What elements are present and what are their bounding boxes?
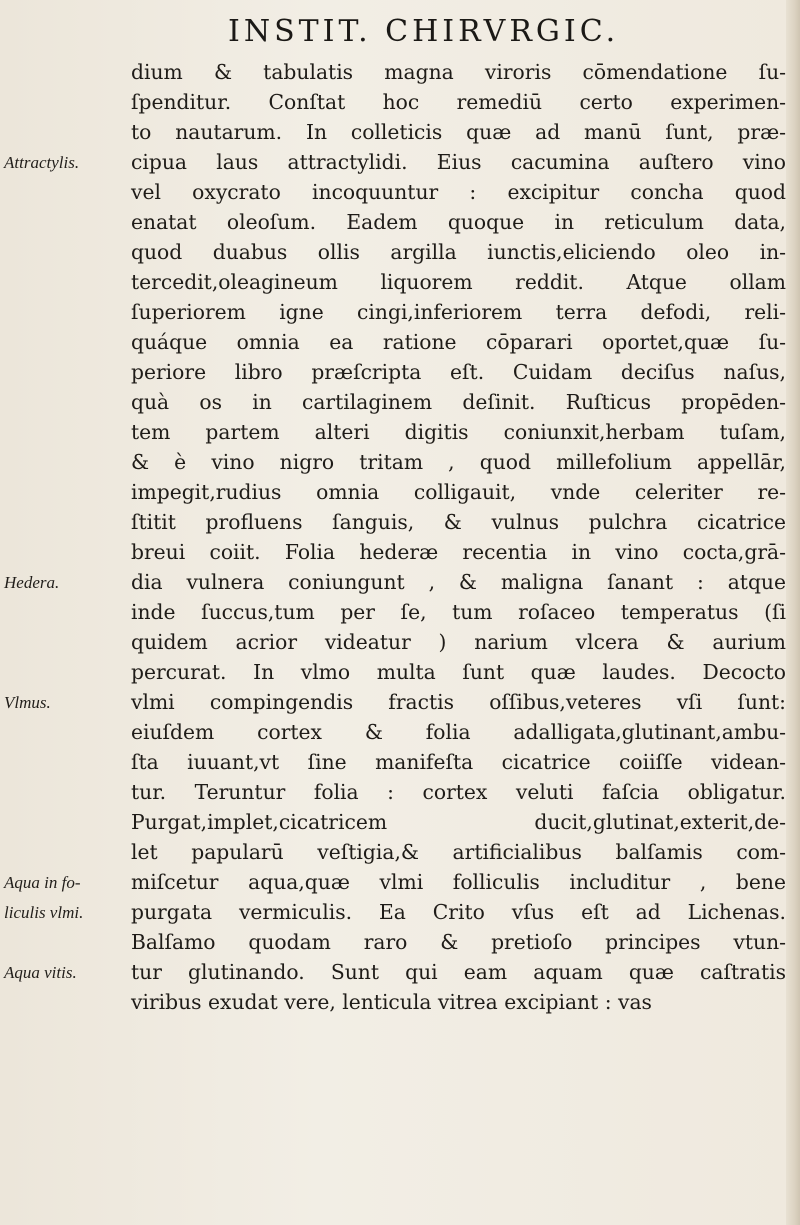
text-line: tur glutinando. Sunt qui eam aquam quæ caſtratis [131, 960, 786, 984]
text-line: enatat oleoſum. Eadem quoque in reticulum data, [131, 210, 786, 234]
text-line: tur. Teruntur folia : cortex veluti faſcia obligatur. [131, 780, 786, 804]
text-line: let papularū veſtigia,& artificialibus balſamis com- [131, 840, 786, 864]
text-line: miſcetur aqua,quæ vlmi folliculis includitur , bene [131, 870, 786, 894]
text-line: dia vulnera coniungunt , & maligna ſanant : atque [131, 570, 786, 594]
text-line: vel oxycrato incoquuntur : excipitur concha quod [131, 180, 786, 204]
text-line: to nautarum. In colleticis quæ ad manū ſunt, præ- [131, 120, 786, 144]
text-line: periore libro præſcripta eſt. Cuidam deciſus naſus, [131, 360, 786, 384]
margin-note: Vlmus. [4, 693, 51, 712]
text-line: inde ſuccus,tum per ſe, tum roſaceo temperatus (ſi [131, 600, 786, 624]
text-line: ſtitit profluens ſanguis, & vulnus pulchra cicatrice [131, 510, 786, 534]
margin-note: Attractylis. [4, 153, 80, 172]
text-line: viribus exudat vere, lenticula vitrea excipiant : vas [131, 990, 652, 1014]
text-line: breui coiit. Folia hederæ recentia in vino cocta,grā- [131, 540, 786, 564]
text-line: percurat. In vlmo multa ſunt quæ laudes. Decocto [131, 660, 786, 684]
running-header: INSTIT. CHIRVRGIC. [228, 14, 620, 49]
text-line: ſuperiorem igne cingi,inferiorem terra defodi, reli- [131, 300, 786, 324]
text-line: Balſamo quodam raro & pretioſo principes vtun- [131, 930, 786, 954]
text-line: quáque omnia ea ratione cōparari oportet,quæ ſu- [131, 330, 786, 354]
margin-note: liculis vlmi. [4, 903, 84, 922]
text-line: impegit,rudius omnia colligauit, vnde celeriter re- [131, 480, 786, 504]
margin-note: Hedera. [4, 573, 60, 592]
text-line: Purgat,implet,cicatricem ducit,glutinat,exterit,de- [131, 810, 786, 834]
text-line: dium & tabulatis magna viroris cōmendatione ſu- [131, 60, 786, 84]
text-line: & è vino nigro tritam , quod millefolium appellār, [131, 450, 786, 474]
text-line: tem partem alteri digitis coniunxit,herbam tuſam, [131, 420, 786, 444]
text-line: quod duabus ollis argilla iunctis,eliciendo oleo in- [131, 240, 786, 264]
text-line: quà os in cartilaginem deſinit. Ruſticus propēden- [131, 390, 786, 414]
body-text [131, 57, 786, 1017]
text-line: vlmi compingendis fractis oſſibus,veteres vſi ſunt: [131, 690, 786, 714]
text-line: quidem acrior videatur ) narium vlcera & aurium [131, 630, 786, 654]
text-line: cipua laus attractylidi. Eius cacumina auſtero vino [131, 150, 786, 174]
text-line: tercedit,oleagineum liquorem reddit. Atque ollam [131, 270, 786, 294]
text-line: ſpenditur. Conſtat hoc remediū certo experimen- [131, 90, 786, 114]
text-line: purgata vermiculis. Ea Crito vſus eſt ad Lichenas. [131, 900, 786, 924]
text-line: ſta iuuant,vt ſine manifeſta cicatrice coiiſſe videan- [131, 750, 786, 774]
margin-note: Aqua in fo- [4, 873, 81, 892]
page-edge [786, 0, 800, 1225]
text-line: eiuſdem cortex & folia adalligata,glutinant,ambu- [131, 720, 786, 744]
margin-note: Aqua vitis. [4, 963, 77, 982]
